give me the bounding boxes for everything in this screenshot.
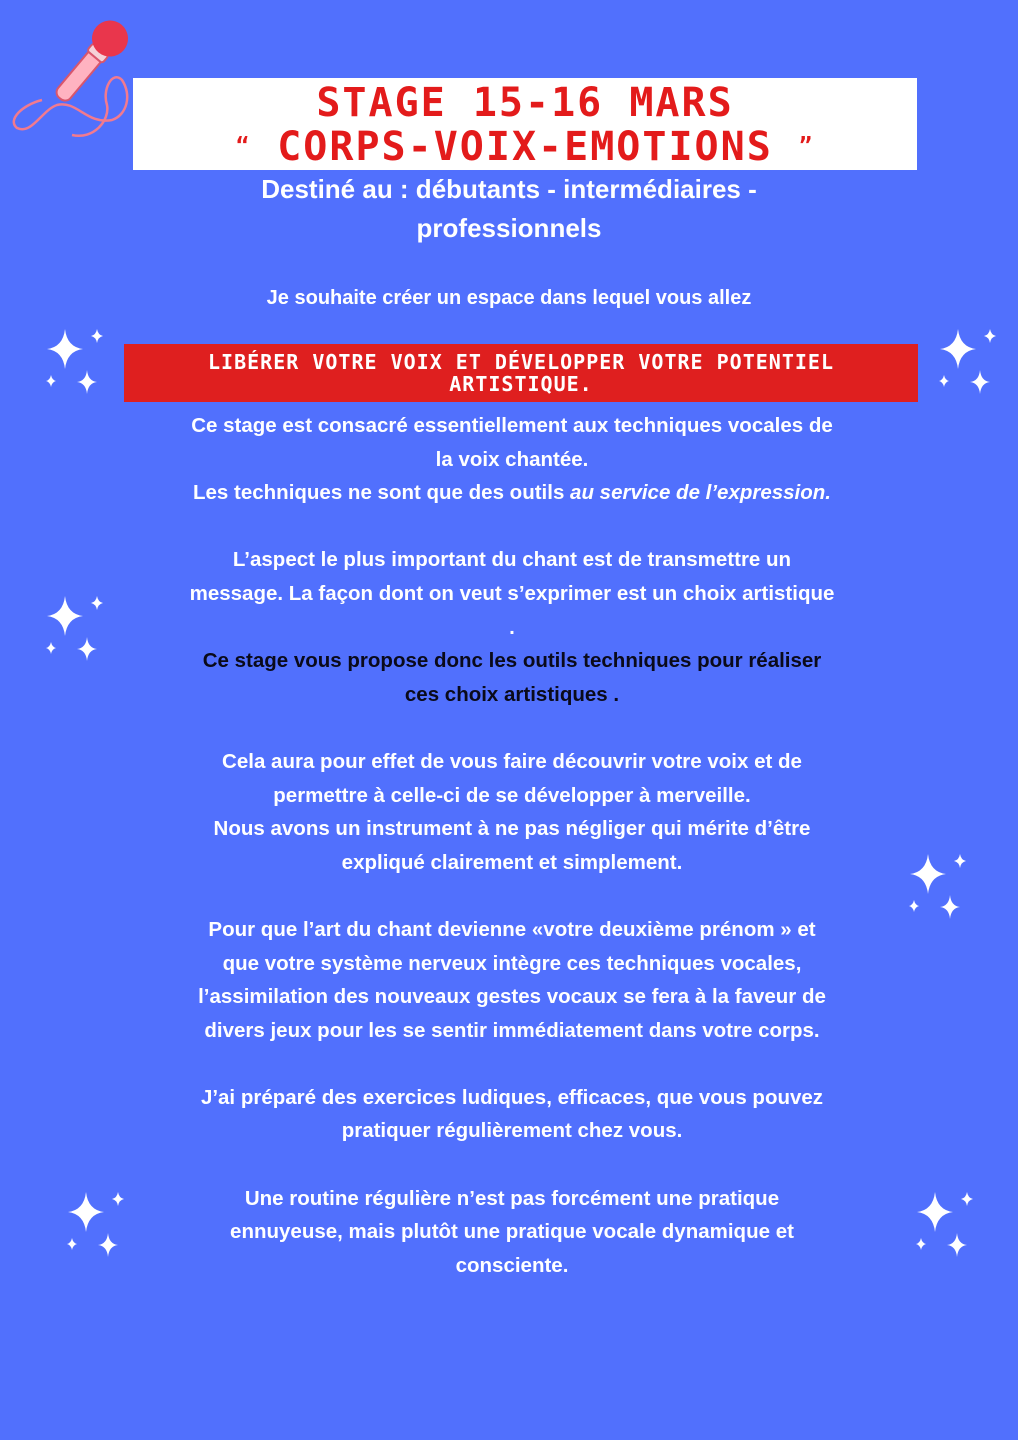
body-line: Une routine régulière n’est pas forcément une pratique xyxy=(244,1186,780,1210)
body-line: L’aspect le plus important du chant est de transmettre un xyxy=(232,548,792,572)
body-line: Nous avons un instrument à ne pas négliger qui mérite d’être xyxy=(213,817,811,841)
open-quote: “ xyxy=(235,134,252,159)
sparkle-icon xyxy=(938,325,1000,395)
subtitle-line-1: Destiné au : débutants - intermédiaires - xyxy=(261,174,757,204)
sparkle-icon xyxy=(45,325,107,395)
body-line: . xyxy=(509,615,515,639)
body-line: Cela aura pour effet de vous faire découvrir votre voix et de xyxy=(222,749,802,773)
body-line: Ce stage vous propose donc les outils techniques pour réaliser xyxy=(202,649,822,673)
microphone-icon xyxy=(2,10,142,140)
body-line: que votre système nerveux intègre ces techniques vocales, xyxy=(222,951,802,975)
sparkle-icon xyxy=(915,1188,977,1258)
body-line-italic: au service de l’expression. xyxy=(570,481,831,505)
close-quote: ” xyxy=(798,134,815,159)
sparkle-icon xyxy=(66,1188,128,1258)
audience-subtitle xyxy=(150,170,868,248)
intro-text: Je souhaite créer un espace dans lequel vous allez xyxy=(266,287,752,309)
subtitle-line-2: professionnels xyxy=(416,213,602,243)
sparkle-icon xyxy=(45,592,107,662)
highlight-line-1: LIBÉRER VOTRE VOIX ET DÉVELOPPER VOTRE POTENTIEL xyxy=(208,350,834,374)
body-line: expliqué clairement et simplement. xyxy=(341,850,683,874)
body-line xyxy=(108,476,916,510)
body-text xyxy=(108,409,916,1282)
body-line: Ce stage est consacré essentiellement aux techniques vocales de xyxy=(191,414,833,437)
body-line: la voix chantée. xyxy=(435,447,589,471)
body-line-start: Les techniques ne sont que des outils xyxy=(193,481,571,505)
title-corps-voix-emotions: CORPS-VOIX-EMOTIONS xyxy=(277,124,773,170)
highlight-box xyxy=(124,344,918,402)
body-line: pratiquer régulièrement chez vous. xyxy=(341,1119,683,1143)
body-line: J’ai préparé des exercices ludiques, efficaces, que vous pouvez xyxy=(200,1085,824,1109)
body-line: ces choix artistiques . xyxy=(404,682,620,706)
body-line: permettre à celle-ci de se développer à merveille. xyxy=(273,783,751,807)
body-line: l’assimilation des nouveaux gestes vocaux se fera à la faveur de xyxy=(198,985,826,1009)
body-line: message. La façon dont on veut s’exprimer est un choix artistique xyxy=(189,581,835,605)
body-line: divers jeux pour les se sentir immédiatement dans votre corps. xyxy=(204,1018,820,1042)
body-line: Pour que l’art du chant devienne «votre deuxième prénom » et xyxy=(208,917,816,941)
body-line: consciente. xyxy=(455,1253,569,1277)
highlight-line-2: ARTISTIQUE. xyxy=(449,372,593,396)
title-line-2 xyxy=(133,125,917,169)
sparkle-icon xyxy=(908,850,970,920)
body-line: ennuyeuse, mais plutôt une pratique vocale dynamique et xyxy=(230,1220,794,1244)
title-line-1: STAGE 15-16 MARS xyxy=(316,80,734,126)
title-box xyxy=(133,78,917,170)
